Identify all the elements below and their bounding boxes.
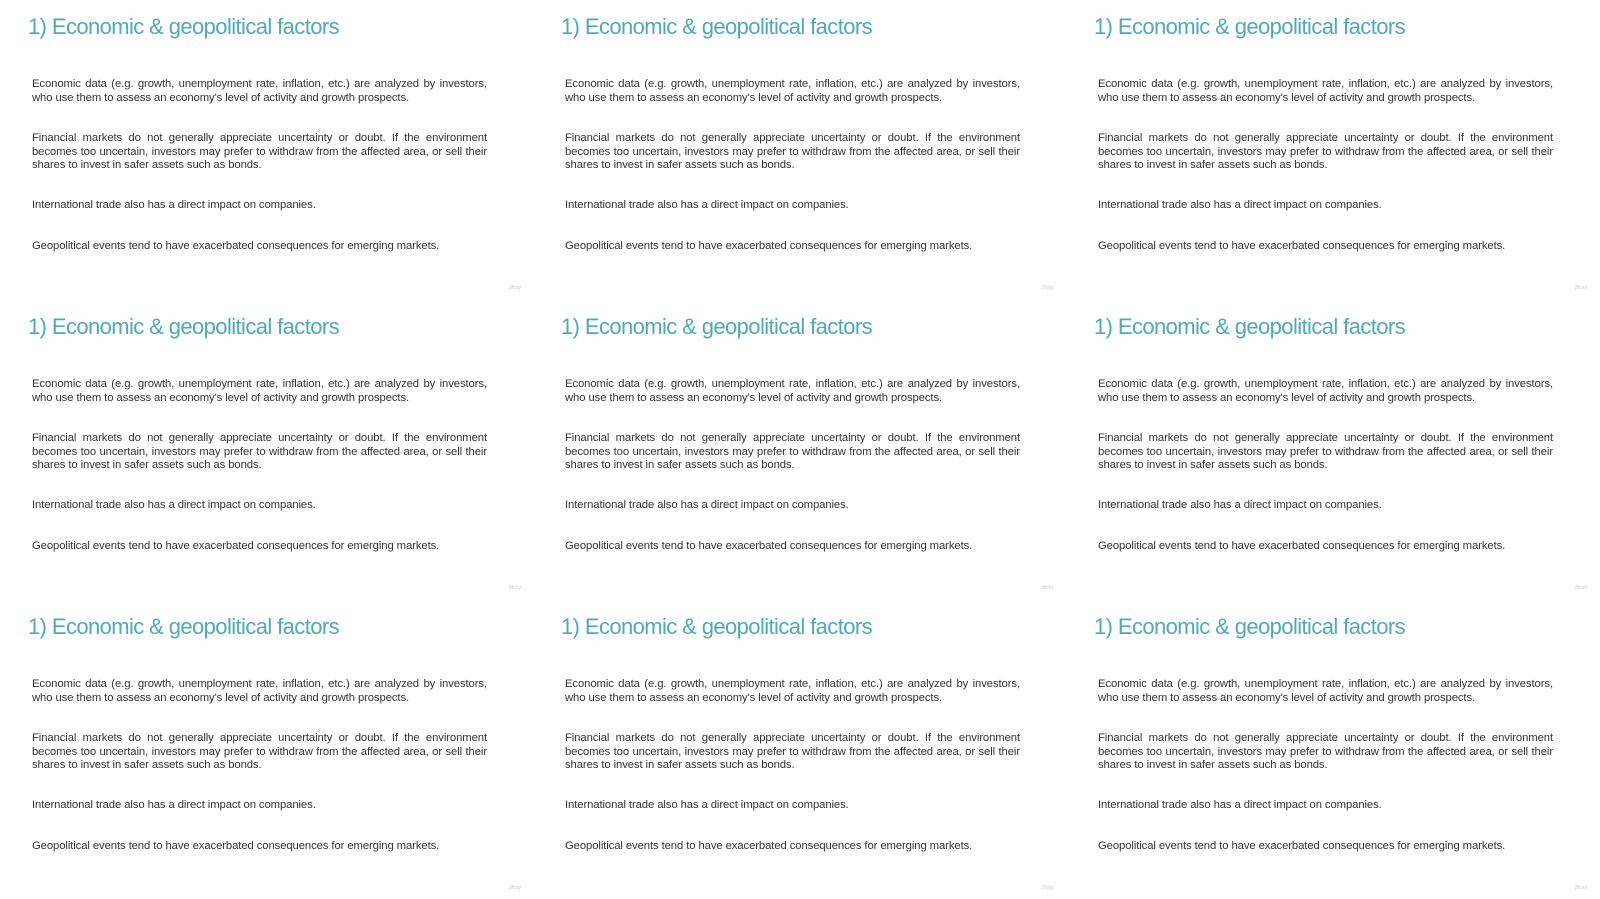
paragraph-trade: International trade also has a direct impact on companies. xyxy=(32,499,316,511)
footer-watermark: 3fctry xyxy=(1041,285,1054,291)
slide-thumbnail[interactable] xyxy=(1066,300,1599,600)
paragraph-economic-data: Economic data (e.g. growth, unemployment rate, inflation, etc.) are analyzed by investors, who use them to assess an economy's level of activity and growth prospects. xyxy=(1098,78,1553,104)
slide-thumbnail[interactable] xyxy=(0,300,533,600)
slide-thumbnail[interactable] xyxy=(1066,600,1599,899)
slide-title: 1) Economic & geopolitical factors xyxy=(561,314,872,339)
paragraph-economic-data: Economic data (e.g. growth, unemployment rate, inflation, etc.) are analyzed by investors, who use them to assess an economy's level of activity and growth prospects. xyxy=(565,678,1020,704)
paragraph-economic-data: Economic data (e.g. growth, unemployment rate, inflation, etc.) are analyzed by investors, who use them to assess an economy's level of activity and growth prospects. xyxy=(1098,678,1553,704)
paragraph-uncertainty: Financial markets do not generally appreciate uncertainty or doubt. If the environment becomes too uncertain, investors may prefer to withdraw from the affected area, or sell their shares to invest in safer assets such as bonds. xyxy=(32,732,487,772)
paragraph-geopolitics: Geopolitical events tend to have exacerbated consequences for emerging markets. xyxy=(1098,240,1506,252)
slide-thumbnail[interactable] xyxy=(1066,0,1599,300)
paragraph-geopolitics: Geopolitical events tend to have exacerbated consequences for emerging markets. xyxy=(565,240,973,252)
slide-title: 1) Economic & geopolitical factors xyxy=(28,614,339,639)
slide-thumbnail[interactable] xyxy=(533,600,1066,899)
paragraph-uncertainty: Financial markets do not generally appreciate uncertainty or doubt. If the environment becomes too uncertain, investors may prefer to withdraw from the affected area, or sell their shares to invest in safer assets such as bonds. xyxy=(1098,432,1553,472)
paragraph-uncertainty: Financial markets do not generally appreciate uncertainty or doubt. If the environment becomes too uncertain, investors may prefer to withdraw from the affected area, or sell their shares to invest in safer assets such as bonds. xyxy=(565,732,1020,772)
footer-watermark: 3fctry xyxy=(1574,885,1587,891)
paragraph-geopolitics: Geopolitical events tend to have exacerbated consequences for emerging markets. xyxy=(565,840,973,852)
paragraph-uncertainty: Financial markets do not generally appreciate uncertainty or doubt. If the environment becomes too uncertain, investors may prefer to withdraw from the affected area, or sell their shares to invest in safer assets such as bonds. xyxy=(32,132,487,172)
paragraph-economic-data: Economic data (e.g. growth, unemployment rate, inflation, etc.) are analyzed by investors, who use them to assess an economy's level of activity and growth prospects. xyxy=(32,678,487,704)
paragraph-trade: International trade also has a direct impact on companies. xyxy=(32,199,316,211)
paragraph-trade: International trade also has a direct impact on companies. xyxy=(565,499,849,511)
paragraph-uncertainty: Financial markets do not generally appreciate uncertainty or doubt. If the environment becomes too uncertain, investors may prefer to withdraw from the affected area, or sell their shares to invest in safer assets such as bonds. xyxy=(565,432,1020,472)
slide-title: 1) Economic & geopolitical factors xyxy=(561,14,872,39)
slide-title: 1) Economic & geopolitical factors xyxy=(1094,614,1405,639)
paragraph-geopolitics: Geopolitical events tend to have exacerbated consequences for emerging markets. xyxy=(565,540,973,552)
paragraph-economic-data: Economic data (e.g. growth, unemployment rate, inflation, etc.) are analyzed by investors, who use them to assess an economy's level of activity and growth prospects. xyxy=(32,378,487,404)
paragraph-trade: International trade also has a direct impact on companies. xyxy=(32,799,316,811)
footer-watermark: 3fctry xyxy=(508,285,521,291)
paragraph-economic-data: Economic data (e.g. growth, unemployment rate, inflation, etc.) are analyzed by investors, who use them to assess an economy's level of activity and growth prospects. xyxy=(1098,378,1553,404)
footer-watermark: 3fctry xyxy=(508,585,521,591)
paragraph-economic-data: Economic data (e.g. growth, unemployment rate, inflation, etc.) are analyzed by investors, who use them to assess an economy's level of activity and growth prospects. xyxy=(565,78,1020,104)
slide-title: 1) Economic & geopolitical factors xyxy=(28,14,339,39)
paragraph-trade: International trade also has a direct impact on companies. xyxy=(565,799,849,811)
paragraph-geopolitics: Geopolitical events tend to have exacerbated consequences for emerging markets. xyxy=(1098,840,1506,852)
slide-title: 1) Economic & geopolitical factors xyxy=(561,614,872,639)
paragraph-uncertainty: Financial markets do not generally appreciate uncertainty or doubt. If the environment becomes too uncertain, investors may prefer to withdraw from the affected area, or sell their shares to invest in safer assets such as bonds. xyxy=(1098,132,1553,172)
footer-watermark: 3fctry xyxy=(1041,885,1054,891)
slide-thumbnail[interactable] xyxy=(0,600,533,899)
paragraph-uncertainty: Financial markets do not generally appreciate uncertainty or doubt. If the environment becomes too uncertain, investors may prefer to withdraw from the affected area, or sell their shares to invest in safer assets such as bonds. xyxy=(1098,732,1553,772)
footer-watermark: 3fctry xyxy=(1041,585,1054,591)
paragraph-economic-data: Economic data (e.g. growth, unemployment rate, inflation, etc.) are analyzed by investors, who use them to assess an economy's level of activity and growth prospects. xyxy=(565,378,1020,404)
paragraph-uncertainty: Financial markets do not generally appreciate uncertainty or doubt. If the environment becomes too uncertain, investors may prefer to withdraw from the affected area, or sell their shares to invest in safer assets such as bonds. xyxy=(565,132,1020,172)
paragraph-trade: International trade also has a direct impact on companies. xyxy=(1098,199,1382,211)
slide-title: 1) Economic & geopolitical factors xyxy=(28,314,339,339)
paragraph-geopolitics: Geopolitical events tend to have exacerbated consequences for emerging markets. xyxy=(32,240,440,252)
footer-watermark: 3fctry xyxy=(508,885,521,891)
slide-title: 1) Economic & geopolitical factors xyxy=(1094,314,1405,339)
paragraph-geopolitics: Geopolitical events tend to have exacerbated consequences for emerging markets. xyxy=(32,840,440,852)
paragraph-trade: International trade also has a direct impact on companies. xyxy=(1098,799,1382,811)
slide-thumbnail[interactable] xyxy=(0,0,533,300)
paragraph-geopolitics: Geopolitical events tend to have exacerbated consequences for emerging markets. xyxy=(32,540,440,552)
paragraph-uncertainty: Financial markets do not generally appreciate uncertainty or doubt. If the environment becomes too uncertain, investors may prefer to withdraw from the affected area, or sell their shares to invest in safer assets such as bonds. xyxy=(32,432,487,472)
paragraph-trade: International trade also has a direct impact on companies. xyxy=(1098,499,1382,511)
footer-watermark: 3fctry xyxy=(1574,285,1587,291)
paragraph-geopolitics: Geopolitical events tend to have exacerbated consequences for emerging markets. xyxy=(1098,540,1506,552)
footer-watermark: 3fctry xyxy=(1574,585,1587,591)
paragraph-trade: International trade also has a direct impact on companies. xyxy=(565,199,849,211)
slide-thumbnail[interactable] xyxy=(533,0,1066,300)
slide-title: 1) Economic & geopolitical factors xyxy=(1094,14,1405,39)
slide-thumbnail[interactable] xyxy=(533,300,1066,600)
paragraph-economic-data: Economic data (e.g. growth, unemployment rate, inflation, etc.) are analyzed by investors, who use them to assess an economy's level of activity and growth prospects. xyxy=(32,78,487,104)
